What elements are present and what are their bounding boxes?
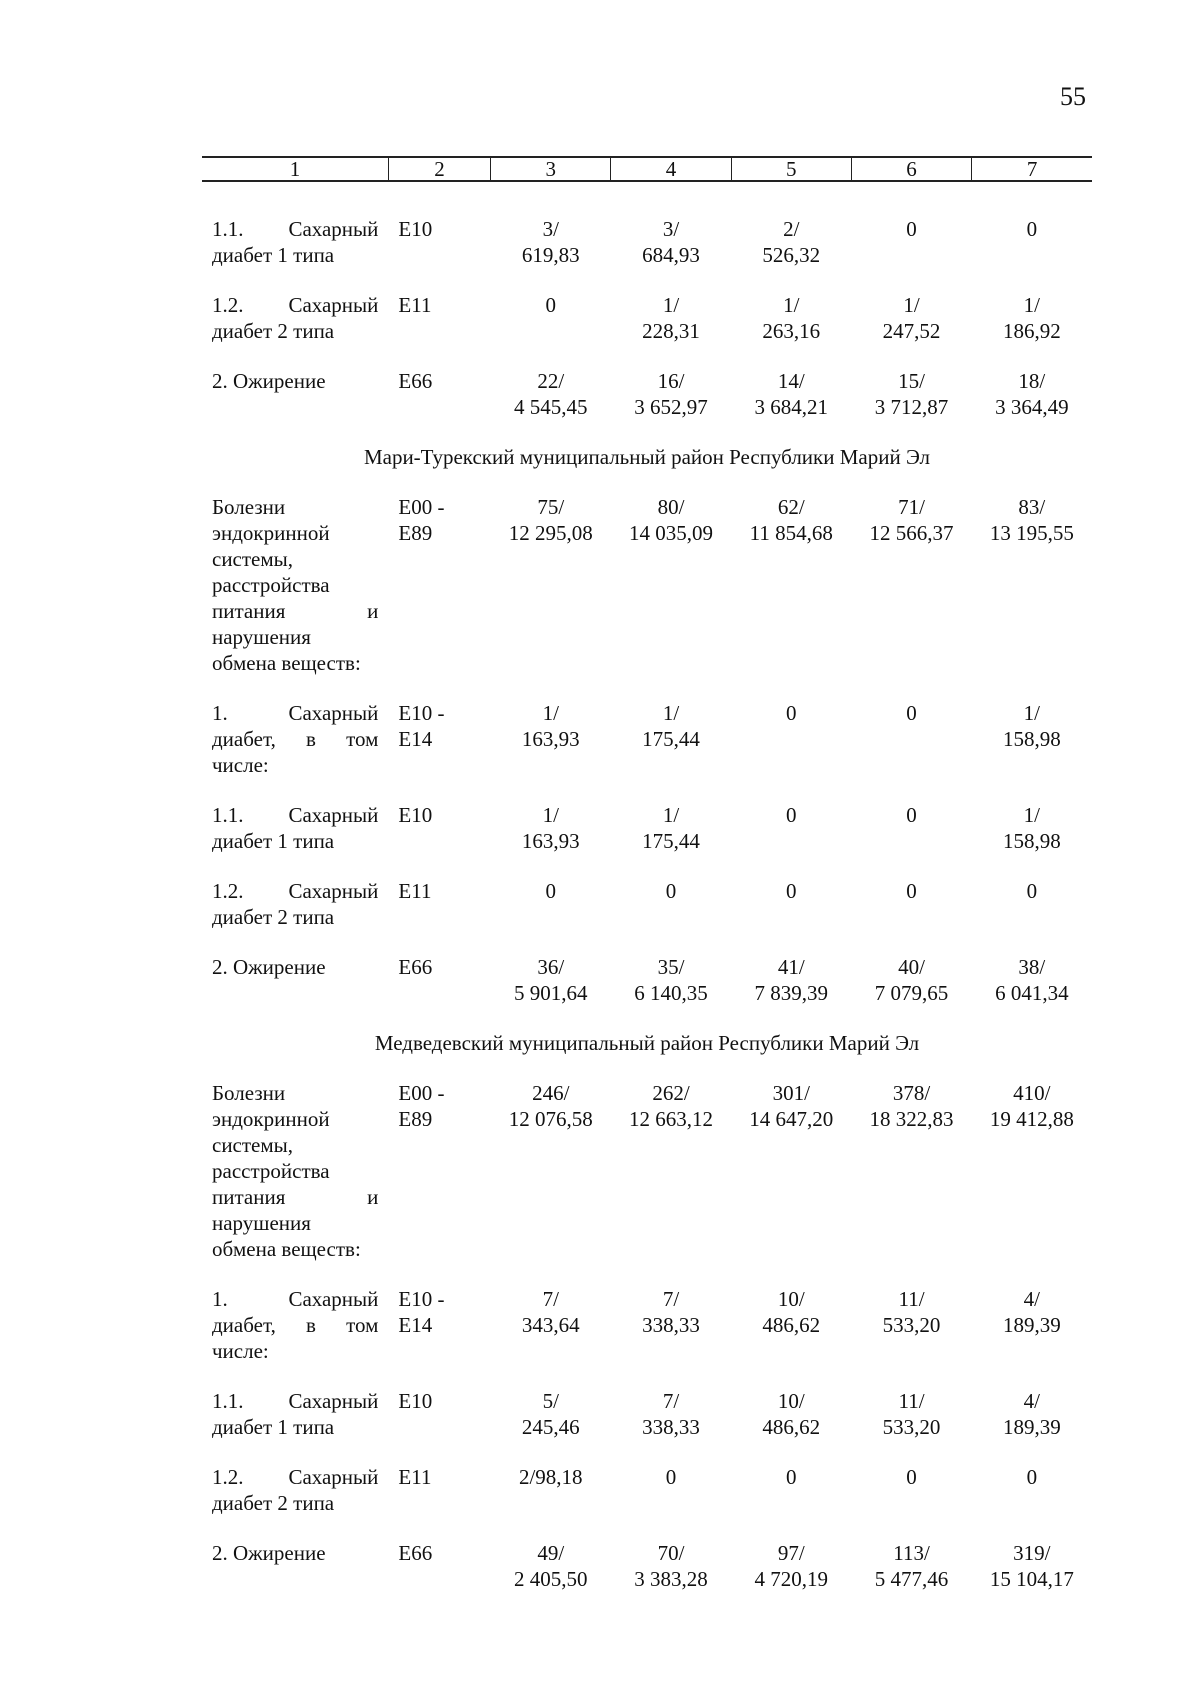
table-body	[202, 181, 1092, 1592]
value-cell: 0	[1026, 879, 1038, 903]
spacer-row	[202, 930, 1092, 954]
value-cell: 0	[906, 879, 917, 903]
column-number: 5	[731, 157, 851, 181]
value-cell: 83/ 13 195,55	[989, 495, 1074, 545]
value-cell: 4/ 189,39	[1002, 1389, 1061, 1439]
table-row	[202, 368, 1092, 420]
column-number-row	[202, 157, 1092, 181]
value-cell: 7/ 338,33	[642, 1287, 700, 1337]
value-cell: 262/ 12 663,12	[629, 1081, 714, 1131]
value-cell: 1/ 247,52	[882, 293, 941, 343]
spacer-cell	[202, 470, 1092, 494]
value-cell: 1/ 158,98	[1002, 701, 1061, 751]
value-cell: 10/ 486,62	[762, 1287, 821, 1337]
indicator-name: 1.1. Сахарный диабет 1 типа	[212, 803, 379, 853]
value-cell: 410/ 19 412,88	[989, 1081, 1074, 1131]
spacer-row	[202, 344, 1092, 368]
icd-code: E10	[398, 217, 433, 241]
table-row	[202, 216, 1092, 268]
value-cell: 70/ 3 383,28	[634, 1541, 708, 1591]
indicator-name: 2. Ожирение	[212, 369, 326, 393]
value-cell: 0	[665, 1465, 677, 1489]
value-cell: 7/ 338,33	[642, 1389, 700, 1439]
icd-code: E10	[398, 803, 433, 827]
section-title: Медведевский муниципальный район Республики Марий Эл	[374, 1031, 920, 1055]
indicator-name: 1. Сахарный диабет, в том числе:	[212, 701, 379, 777]
value-cell: 16/ 3 652,97	[634, 369, 708, 419]
spacer-cell	[202, 1516, 1092, 1540]
table-row	[202, 292, 1092, 344]
value-cell: 4/ 189,39	[1002, 1287, 1061, 1337]
value-cell: 1/ 228,31	[642, 293, 700, 343]
spacer-row	[202, 1056, 1092, 1080]
value-cell: 10/ 486,62	[762, 1389, 821, 1439]
value-cell: 15/ 3 712,87	[874, 369, 949, 419]
spacer-row	[202, 1440, 1092, 1464]
section-title-row	[202, 1030, 1092, 1056]
spacer-cell	[202, 268, 1092, 292]
table-row	[202, 954, 1092, 1006]
value-cell: 11/ 533,20	[882, 1389, 941, 1439]
spacer-row	[202, 268, 1092, 292]
value-cell: 49/ 2 405,50	[514, 1541, 588, 1591]
table-row	[202, 1388, 1092, 1440]
value-cell: 41/ 7 839,39	[754, 955, 829, 1005]
value-cell: 5/ 245,46	[521, 1389, 580, 1439]
table-row	[202, 1464, 1092, 1516]
spacer-cell	[202, 1006, 1092, 1030]
value-cell: 80/ 14 035,09	[629, 495, 714, 545]
value-cell: 0	[1026, 1465, 1038, 1489]
spacer-row	[202, 420, 1092, 444]
table-row	[202, 1080, 1092, 1262]
value-cell: 1/ 263,16	[762, 293, 821, 343]
indicator-name: 1.1. Сахарный диабет 1 типа	[212, 1389, 379, 1439]
value-cell: 1/ 163,93	[521, 701, 580, 751]
value-cell: 35/ 6 140,35	[634, 955, 708, 1005]
table-row	[202, 700, 1092, 778]
value-cell: 62/ 11 854,68	[749, 495, 833, 545]
indicator-name: Болезни эндокринной системы, расстройства питания и нарушения обмена веществ:	[212, 1081, 379, 1261]
value-cell: 0	[1026, 217, 1038, 241]
value-cell: 1/ 163,93	[521, 803, 580, 853]
table-row	[202, 1540, 1092, 1592]
value-cell: 0	[545, 879, 556, 903]
table-row	[202, 1286, 1092, 1364]
column-number: 4	[611, 157, 731, 181]
value-cell: 40/ 7 079,65	[874, 955, 949, 1005]
value-cell: 0	[665, 879, 677, 903]
indicator-name: 1.2. Сахарный диабет 2 типа	[212, 879, 379, 929]
value-cell: 0	[786, 879, 797, 903]
value-cell: 38/ 6 041,34	[995, 955, 1069, 1005]
icd-code: E00 - E89	[398, 495, 445, 545]
icd-code: E66	[398, 1541, 433, 1565]
value-cell: 1/ 175,44	[642, 803, 700, 853]
spacer-cell	[202, 778, 1092, 802]
spacer-row	[202, 1516, 1092, 1540]
indicator-name: 1.2. Сахарный диабет 2 типа	[212, 293, 379, 343]
column-number: 6	[851, 157, 971, 181]
icd-code: E11	[398, 293, 432, 317]
indicator-name: 2. Ожирение	[212, 1541, 326, 1565]
value-cell: 7/ 343,64	[521, 1287, 580, 1337]
statistics-table	[202, 156, 1092, 1592]
value-cell: 36/ 5 901,64	[514, 955, 588, 1005]
spacer-cell	[202, 420, 1092, 444]
value-cell: 113/ 5 477,46	[874, 1541, 949, 1591]
value-cell: 18/ 3 364,49	[995, 369, 1069, 419]
spacer-row	[202, 181, 1092, 216]
value-cell: 0	[906, 217, 917, 241]
value-cell: 75/ 12 295,08	[508, 495, 593, 545]
spacer-row	[202, 676, 1092, 700]
spacer-cell	[202, 1056, 1092, 1080]
value-cell: 0	[786, 803, 797, 827]
value-cell: 22/ 4 545,45	[514, 369, 588, 419]
spacer-row	[202, 854, 1092, 878]
value-cell: 0	[906, 803, 917, 827]
value-cell: 1/ 186,92	[1002, 293, 1061, 343]
spacer-row	[202, 1006, 1092, 1030]
column-number: 7	[972, 157, 1092, 181]
icd-code: E11	[398, 1465, 432, 1489]
value-cell: 319/ 15 104,17	[989, 1541, 1074, 1591]
spacer-cell	[202, 854, 1092, 878]
indicator-name: Болезни эндокринной системы, расстройства питания и нарушения обмена веществ:	[212, 495, 379, 675]
value-cell: 2/98,18	[518, 1465, 583, 1489]
value-cell: 3/ 684,93	[642, 217, 700, 267]
value-cell: 3/ 619,83	[521, 217, 580, 267]
indicator-name: 1. Сахарный диабет, в том числе:	[212, 1287, 379, 1363]
spacer-cell	[202, 1364, 1092, 1388]
column-number: 1	[202, 157, 388, 181]
value-cell: 1/ 158,98	[1002, 803, 1061, 853]
indicator-name: 1.2. Сахарный диабет 2 типа	[212, 1465, 379, 1515]
spacer-row	[202, 470, 1092, 494]
value-cell: 11/ 533,20	[882, 1287, 941, 1337]
spacer-row	[202, 1262, 1092, 1286]
indicator-name: 1.1. Сахарный диабет 1 типа	[212, 217, 379, 267]
value-cell: 0	[786, 701, 797, 725]
value-cell: 0	[786, 1465, 797, 1489]
value-cell: 0	[906, 1465, 917, 1489]
section-title: Мари-Турекский муниципальный район Республики Марий Эл	[363, 445, 931, 469]
value-cell: 0	[906, 701, 917, 725]
table-row	[202, 494, 1092, 676]
spacer-cell	[202, 181, 1092, 216]
value-cell: 2/ 526,32	[762, 217, 821, 267]
spacer-cell	[202, 676, 1092, 700]
indicator-name: 2. Ожирение	[212, 955, 326, 979]
spacer-cell	[202, 1440, 1092, 1464]
table-row	[202, 878, 1092, 930]
value-cell: 14/ 3 684,21	[754, 369, 829, 419]
spacer-cell	[202, 930, 1092, 954]
icd-code: E10	[398, 1389, 433, 1413]
icd-code: E00 - E89	[398, 1081, 445, 1131]
table-row	[202, 802, 1092, 854]
spacer-row	[202, 778, 1092, 802]
value-cell: 97/ 4 720,19	[754, 1541, 829, 1591]
section-title-row	[202, 444, 1092, 470]
page-number: 55	[1060, 82, 1086, 111]
spacer-row	[202, 1364, 1092, 1388]
value-cell: 1/ 175,44	[642, 701, 700, 751]
icd-code: E10 - E14	[398, 1287, 445, 1337]
value-cell: 301/ 14 647,20	[749, 1081, 834, 1131]
value-cell: 378/ 18 322,83	[869, 1081, 954, 1131]
icd-code: E66	[398, 369, 433, 393]
icd-code: E11	[398, 879, 432, 903]
value-cell: 71/ 12 566,37	[869, 495, 954, 545]
icd-code: E66	[398, 955, 433, 979]
spacer-cell	[202, 1262, 1092, 1286]
spacer-cell	[202, 344, 1092, 368]
icd-code: E10 - E14	[398, 701, 445, 751]
column-number: 2	[388, 157, 490, 181]
value-cell: 246/ 12 076,58	[508, 1081, 593, 1131]
value-cell: 0	[545, 293, 556, 317]
column-number: 3	[491, 157, 611, 181]
